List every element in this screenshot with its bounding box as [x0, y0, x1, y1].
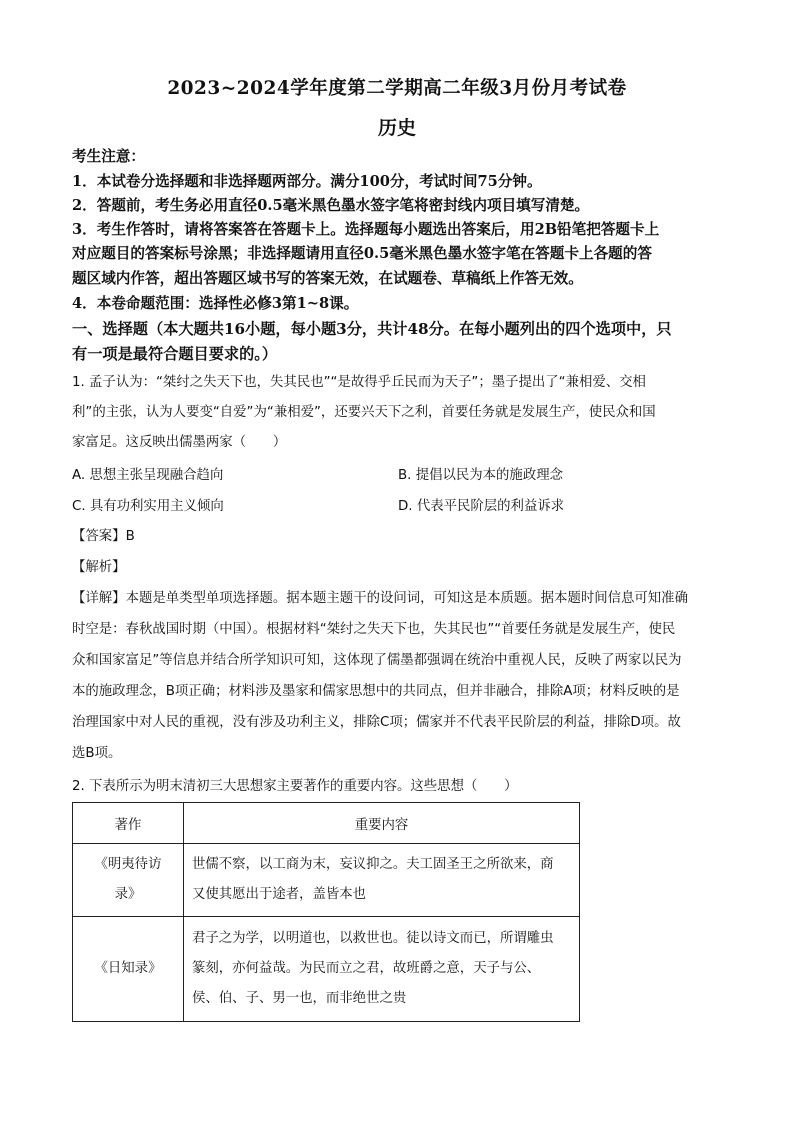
notice-line: 2．答题前，考生务必用直径0.5毫米黑色墨水签字笔将密封线内项目填写清楚。 [72, 197, 590, 214]
q1-detail-line: 选B项。 [72, 746, 122, 761]
cell-line: 君子之为学，以明道也，以救世也。徒以诗文而已，所谓雕虫 [192, 931, 554, 946]
q1-option-b: B. 提倡以民为本的施政理念 [398, 468, 563, 483]
answer-value: B [125, 529, 135, 544]
detail-text: 本题是单类型单项选择题。据本题主题干的设问词，可知这是本质题。据本题时间信息可知准确 [125, 591, 688, 606]
q1-stem-line: 利”的主张，认为人要变“自爱”为“兼相爱”，还要兴天下之利，首要任务就是发展生产，使民众和国 [72, 405, 656, 420]
q1-detail-line: 时空是：春秋战国时期（中国）。根据材料“桀纣之失天下也，失其民也”“首要任务就是发展生产，使民 [72, 622, 676, 637]
section-heading: 一、选择题（本大题共16小题，每小题3分，共计48分。在每小题列出的四个选项中，只 [72, 320, 672, 338]
q1-detail-line: 本的施政理念，B项正确；材料涉及墨家和儒家思想中的共同点，但并非融合，排除A项；材料反映的是 [72, 684, 680, 699]
q1-option-c: C. 具有功利实用主义倾向 [72, 499, 224, 514]
table-header-row [73, 803, 580, 844]
cell-line: 侯、伯、子、男一也，而非绝世之贵 [192, 991, 407, 1006]
q1-detail-line: 众和国家富足”等信息并结合所学知识可知，这体现了儒墨都强调在统治中重视人民，反映了两家以民为 [72, 653, 682, 668]
cell-line: 《明夷待访 [94, 857, 162, 872]
exam-title: 2023~2024学年度第二学期高二年级3月份月考试卷 [167, 78, 627, 99]
notice-line: 3．考生作答时，请将答案答在答题卡上。选择题每小题选出答案后，用2B铅笔把答题卡上 [72, 221, 660, 238]
q1-option-a: A. 思想主张呈现融合趋向 [72, 468, 224, 483]
cell-line: 篆刻，亦何益哉。为民而立之君，故班爵之意，天子与公、 [192, 961, 541, 976]
cell-line: 《日知录》 [94, 961, 162, 976]
q1-answer [72, 526, 135, 548]
cell-line: 世儒不察，以工商为末，妄议抑之。夫工固圣王之所欲来，商 [192, 857, 554, 872]
table-cell-content [184, 844, 580, 917]
q2-stem: 2. 下表所示为明末清初三大思想家主要著作的重要内容。这些思想（ ） [72, 779, 518, 794]
table-row [73, 917, 580, 1022]
q1-analysis-tag: 【解析】 [72, 560, 126, 575]
exam-subject: 历史 [377, 117, 416, 139]
table-cell-work [73, 917, 184, 1022]
detail-tag: 【详解】 [72, 591, 126, 606]
q1-option-d: D. 代表平民阶层的利益诉求 [398, 499, 565, 514]
cell-line: 录》 [114, 887, 142, 902]
q1-detail-line: 治理国家中对人民的重视，没有涉及功利主义，排除C项；儒家并不代表平民阶层的利益，排除D项。故 [72, 715, 681, 730]
notice-line: 对应题目的答案标号涂黑；非选择题请用直径0.5毫米黑色墨水签字笔在答题卡上各题的答 [72, 245, 652, 262]
table-cell-content [184, 917, 580, 1022]
table-header-work: 著作 [73, 803, 184, 844]
q1-stem-line: 1. 孟子认为：“桀纣之失天下也，失其民也”“是故得乎丘民而为天子”；墨子提出了“兼相爱、交相 [72, 375, 646, 390]
q2-table [72, 802, 580, 1022]
q1-detail-line [72, 588, 688, 610]
section-heading: 有一项是最符合题目要求的。） [72, 345, 278, 363]
table-row [73, 844, 580, 917]
notice-line: 4．本卷命题范围：选择性必修3第1~8课。 [72, 295, 359, 312]
q1-stem-line: 家富足。这反映出儒墨两家（ ） [72, 435, 287, 450]
table-header-content: 重要内容 [184, 803, 580, 844]
table-cell-work [73, 844, 184, 917]
notice-line: 题区域内作答，超出答题区域书写的答案无效，在试题卷、草稿纸上作答无效。 [72, 270, 583, 287]
answer-tag: 【答案】 [72, 529, 126, 544]
cell-line: 又使其愿出于途者，盖皆本也 [192, 887, 367, 902]
notice-line: 1．本试卷分选择题和非选择题两部分。满分100分，考试时间75分钟。 [72, 173, 542, 190]
notice-heading: 考生注意： [72, 148, 145, 165]
